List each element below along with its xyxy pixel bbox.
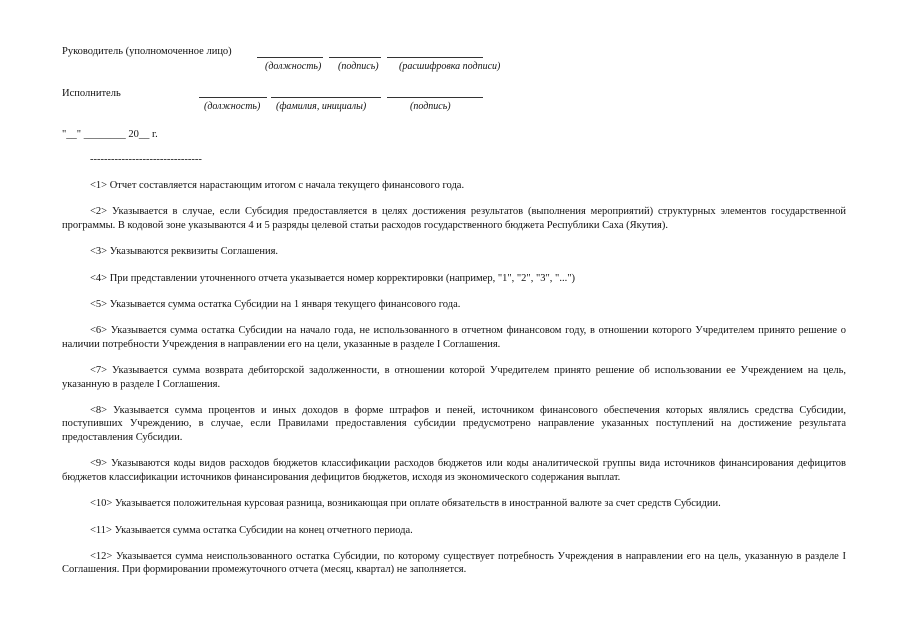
footnote-4 <box>62 272 846 285</box>
head-caption-signature: (подпись) <box>338 61 379 72</box>
footnote-marker: <6> <box>90 325 108 337</box>
head-signature-line <box>329 57 381 58</box>
footnote-text: Указывается положительная курсовая разница, возникающая при оплате обязательств в иностранной валюте за счет средств Субсидии. <box>114 498 721 510</box>
footnote-2 <box>62 205 846 232</box>
footnote-7 <box>62 364 846 391</box>
footnote-marker: <7> <box>90 365 108 377</box>
footnote-text: Указываются коды видов расходов бюджетов классификации расходов бюджетов или коды аналитической группы вида источников финансирования дефицитов бюджетов классификации источников финансирования дефицитов бюджетов, исходя из экономического содержания выплат. <box>62 458 846 483</box>
footnote-5 <box>62 298 846 311</box>
executor-caption-name: (фамилия, инициалы) <box>276 101 367 112</box>
head-position-line <box>257 57 323 58</box>
footnote-marker: <8> <box>90 405 108 417</box>
footnote-text: Указывается сумма остатка Субсидии на начало года, не использованного в отчетном финансовом году, в отношении которого Учредителем принято решение о наличии потребности Учреждения в направлении его на цели, указанные в разделе I Соглашения. <box>62 325 846 350</box>
executor-position-line <box>199 97 267 98</box>
footnote-9 <box>62 457 846 484</box>
executor-signature-line <box>387 97 483 98</box>
footnote-marker: <1> <box>90 180 108 191</box>
footnote-6 <box>62 324 846 351</box>
footnote-marker: <3> <box>90 246 108 258</box>
footnote-8 <box>62 404 846 444</box>
footnote-text: Указывается в случае, если Субсидия предоставляется в целях достижения результатов (выполнения мероприятий) структурных элементов государственной программы. В кодовой зоне указываются 4 и 5 разряды целевой статьи расходов государственного бюджета Республики Саха (Якутия). <box>62 206 847 231</box>
footnote-marker: <5> <box>90 299 108 311</box>
footnotes-list <box>62 179 846 577</box>
footnote-marker: <2> <box>90 206 108 218</box>
footnote-text: Указывается сумма возврата дебиторской задолженности, в отношении которой Учредителем принято решение об использовании ее Учреждением на цель, указанную в разделе I Соглашения. <box>62 365 846 390</box>
footnote-text: Отчет составляется нарастающим итогом с начала текущего финансового года. <box>109 180 465 191</box>
footnote-marker: <12> <box>90 550 113 562</box>
footnote-marker: <11> <box>90 524 112 536</box>
footnote-text: Указываются реквизиты Соглашения. <box>109 246 279 258</box>
footnotes-separator: -------------------------------- <box>90 154 202 165</box>
footnote-10 <box>62 497 846 510</box>
footnote-1 <box>62 179 846 192</box>
footnote-12 <box>62 550 846 577</box>
footnote-11 <box>62 524 846 537</box>
head-caption-position: (должность) <box>265 61 322 72</box>
date-line: "__" ________ 20__ г. <box>62 129 158 140</box>
footnote-text: При представлении уточненного отчета указывается номер корректировки (например, "1", "2", "3", "...") <box>109 272 575 284</box>
footnote-text: Указывается сумма неиспользованного остатка Субсидии, по которому существует потребность Учреждения в направлении его на цель, указанную в разделе I Соглашения. При формировании промежуточного отчета (месяц, квартал) не заполняется. <box>62 550 847 576</box>
footnote-text: Указывается сумма остатка Субсидии на конец отчетного периода. <box>114 524 413 536</box>
head-name-line <box>387 57 483 58</box>
head-signature-label: Руководитель (уполномоченное лицо) <box>62 46 232 57</box>
footnote-marker: <9> <box>90 458 108 470</box>
footnote-3 <box>62 245 846 258</box>
footnote-text: Указывается сумма процентов и иных доходов в форме штрафов и пеней, источником финансового обеспечения которых являлись средства Субсидии, поступивших Учреждению, в случае, если Правилами предоставления субсидии предусмотрено направление указанных поступлений на достижение результата предоставления Субсидии. <box>62 405 847 443</box>
footnote-marker: <4> <box>90 272 108 284</box>
footnote-text: Указывается сумма остатка Субсидии на 1 января текущего финансового года. <box>109 299 461 311</box>
executor-name-line <box>271 97 381 98</box>
footnote-marker: <10> <box>90 498 113 510</box>
executor-label: Исполнитель <box>62 88 121 99</box>
executor-caption-signature: (подпись) <box>410 101 451 112</box>
head-caption-name: (расшифровка подписи) <box>399 61 501 72</box>
executor-caption-position: (должность) <box>204 101 261 112</box>
